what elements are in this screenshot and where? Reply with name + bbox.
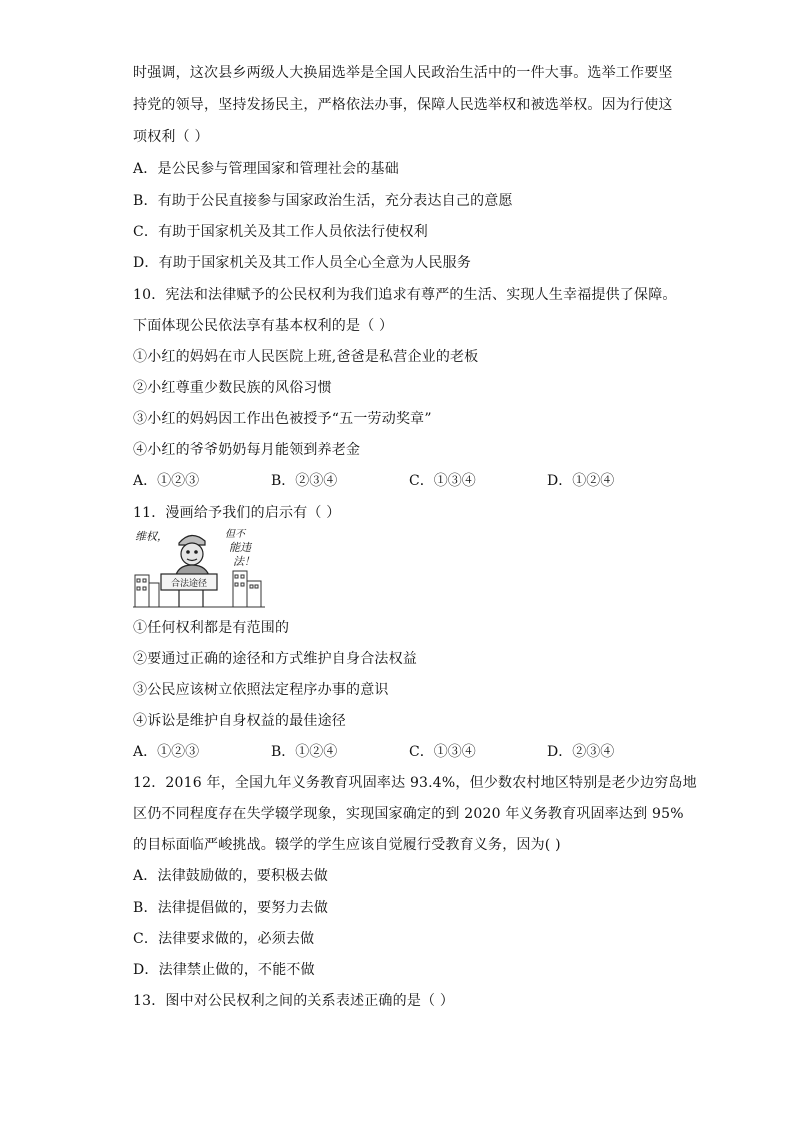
q9-option-c[interactable]: C．有助于国家机关及其工作人员依法行使权利 [133, 224, 428, 240]
q10-choice-d[interactable]: D．①②④ [547, 473, 615, 489]
q9-stem-line-2: 持党的领导，坚持发扬民主，严格依法办事，保障人民选举权和被选举权。因为行使这 [133, 97, 673, 113]
q11-item-2: ②要通过正确的途径和方式维护自身合法权益 [133, 651, 417, 667]
q10-choice-c[interactable]: C．①③④ [409, 473, 476, 489]
q11-choice-a[interactable]: A．①②③ [133, 744, 200, 760]
q10-choice-b[interactable]: B．②③④ [271, 473, 338, 489]
q11-item-4: ④诉讼是维护自身权益的最佳途径 [133, 713, 346, 729]
q11-item-3: ③公民应该树立依照法定程序办事的意识 [133, 682, 389, 698]
q12-stem-line-2: 区仍不同程度存在失学辍学现象，实现国家确定的到 2020 年义务教育巩固率达到 95% [133, 806, 684, 822]
q12-stem-line-3: 的目标面临严峻挑战。辍学的学生应该自觉履行受教育义务，因为( ) [133, 837, 561, 853]
q10-stem-line-1: 10．宪法和法律赋予的公民权利为我们追求有尊严的生活、实现人生幸福提供了保障。 [133, 287, 677, 303]
q10-item-3: ③小红的妈妈因工作出色被授予“五一劳动奖章” [133, 411, 432, 427]
q11-stem: 11．漫画给予我们的启示有（ ） [133, 505, 341, 521]
q12-option-b[interactable]: B．法律提倡做的，要努力去做 [133, 900, 329, 916]
q11-choice-b[interactable]: B．①②④ [271, 744, 338, 760]
q13-stem: 13．图中对公民权利之间的关系表述正确的是（ ） [133, 993, 455, 1009]
q10-choice-a[interactable]: A．①②③ [133, 473, 200, 489]
q12-option-a[interactable]: A．法律鼓励做的，要积极去做 [133, 868, 328, 884]
q11-choices [133, 742, 653, 762]
cartoon-speech-right-1: 但不 [225, 529, 245, 540]
cartoon-speech-right-3: 法！ [233, 555, 255, 568]
cartoon-speech-left: 维权， [135, 530, 168, 543]
cartoon-sign-text: 合法途径 [170, 579, 208, 589]
q12-option-d[interactable]: D．法律禁止做的，不能不做 [133, 962, 315, 978]
q10-item-2: ②小红尊重少数民族的风俗习惯 [133, 380, 332, 396]
q10-item-4: ④小红的爷爷奶奶每月能领到养老金 [133, 442, 361, 458]
q9-option-d[interactable]: D．有助于国家机关及其工作人员全心全意为人民服务 [133, 255, 472, 271]
q10-stem-line-2: 下面体现公民依法享有基本权利的是（ ） [133, 318, 394, 334]
cartoon-image [133, 527, 265, 609]
q12-stem-line-1: 12．2016 年，全国九年义务教育巩固率达 93.4%，但少数农村地区特别是老少边穷岛地 [133, 775, 697, 791]
q12-option-c[interactable]: C．法律要求做的，必须去做 [133, 931, 315, 947]
cartoon-speech-right-2: 能违 [229, 541, 251, 554]
cartoon-worker [161, 535, 217, 607]
q9-option-b[interactable]: B．有助于公民直接参与国家政治生活，充分表达自己的意愿 [133, 193, 513, 209]
q11-choice-d[interactable]: D．②③④ [547, 744, 615, 760]
q9-option-a[interactable]: A．是公民参与管理国家和管理社会的基础 [133, 161, 399, 177]
q9-stem-line-3: 项权利（ ） [133, 129, 209, 145]
q10-choices [133, 471, 653, 491]
q9-stem-line-1: 时强调，这次县乡两级人大换届选举是全国人民政治生活中的一件大事。选举工作要坚 [133, 65, 673, 81]
q10-item-1: ①小红的妈妈在市人民医院上班,爸爸是私营企业的老板 [133, 349, 479, 365]
q11-item-1: ①任何权利都是有范围的 [133, 620, 290, 636]
q11-choice-c[interactable]: C．①③④ [409, 744, 476, 760]
